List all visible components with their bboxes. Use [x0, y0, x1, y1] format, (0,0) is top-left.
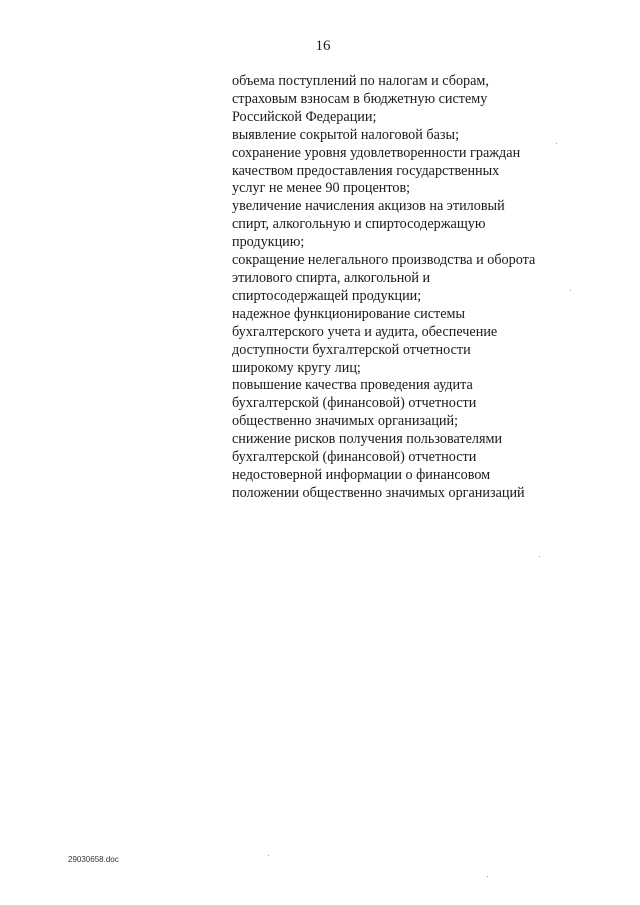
scan-speck — [268, 855, 269, 856]
text-line: качеством предоставления государственных — [232, 162, 500, 179]
text-line: спиртосодержащей продукции; — [232, 287, 422, 304]
text-line: снижение рисков получения пользователями — [232, 431, 503, 448]
page-number: 16 — [315, 38, 331, 54]
text-line: этилового спирта, алкогольной и — [232, 269, 431, 286]
text-line: бухгалтерской (финансовой) отчетности — [232, 395, 477, 412]
text-line: широкому кругу лиц; — [232, 359, 361, 376]
text-line: надежное функционирование системы — [232, 305, 466, 322]
text-line: страховым взносам в бюджетную систему — [232, 90, 488, 107]
footer-filename: 29030658.doc — [68, 855, 119, 864]
text-line: сохранение уровня удовлетворенности граждан — [232, 144, 521, 161]
text-line: положении общественно значимых организаций — [232, 484, 525, 501]
text-line: повышение качества проведения аудита — [232, 377, 473, 394]
text-line: бухгалтерской (финансовой) отчетности — [232, 449, 477, 466]
scan-speck — [570, 290, 571, 291]
body-text — [232, 73, 632, 503]
text-line: спирт, алкогольную и спиртосодержащую — [232, 216, 486, 233]
text-line: бухгалтерского учета и аудита, обеспечение — [232, 323, 498, 340]
text-line: увеличение начисления акцизов на этиловый — [232, 198, 505, 215]
scan-speck — [539, 556, 540, 557]
scan-speck — [487, 876, 488, 877]
text-line: сокращение нелегального производства и оборота — [232, 252, 536, 269]
text-line: продукцию; — [232, 234, 305, 251]
text-line: объема поступлений по налогам и сборам, — [232, 73, 489, 89]
text-line: недостоверной информации о финансовом — [232, 466, 491, 483]
scan-speck — [556, 143, 557, 144]
text-line: выявление сокрытой налоговой базы; — [232, 126, 460, 143]
text-line: доступности бухгалтерской отчетности — [232, 341, 471, 358]
text-line: Российской Федерации; — [232, 108, 377, 125]
text-line: услуг не менее 90 процентов; — [232, 180, 411, 197]
text-line: общественно значимых организаций; — [232, 413, 459, 430]
